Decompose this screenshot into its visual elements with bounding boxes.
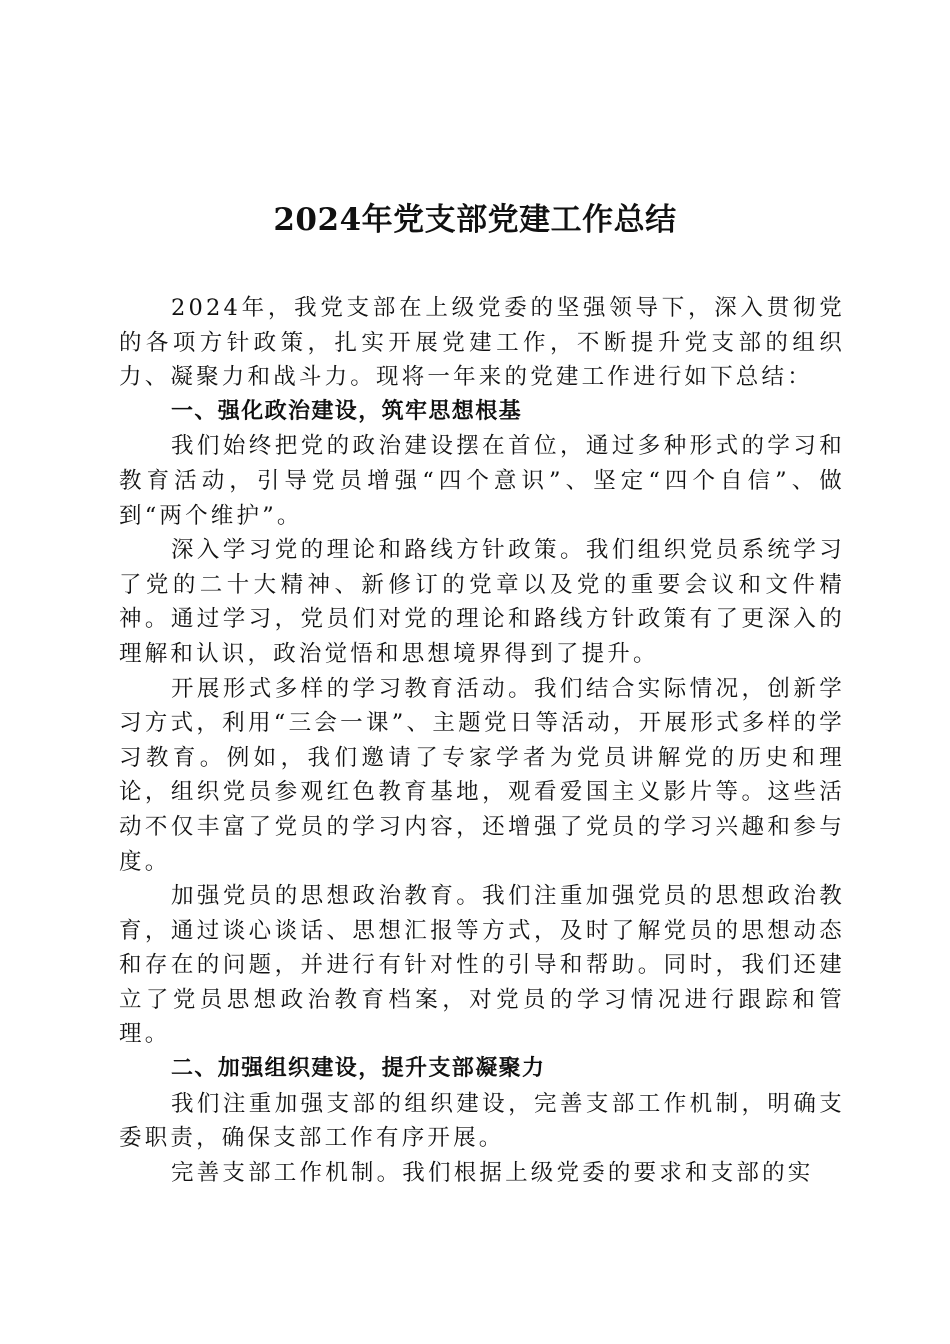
- intro-paragraph: 2024年，我党支部在上级党委的坚强领导下，深入贯彻党的各项方针政策，扎实开展党建工作，不断提升党支部的组织力、凝聚力和战斗力。现将一年来的党建工作进行如下总结：: [119, 295, 845, 391]
- document-body: [119, 291, 845, 1190]
- body-paragraph: 我们始终把党的政治建设摆在首位，通过多种形式的学习和教育活动，引导党员增强“四个意识”、坚定“四个自信”、做到“两个维护”。: [119, 433, 845, 529]
- page-title: 2024年党支部党建工作总结: [273, 202, 677, 238]
- body-paragraph: 完善支部工作机制。我们根据上级党委的要求和支部的实: [171, 1159, 814, 1186]
- section-heading-1: 一、强化政治建设，筑牢思想根基: [171, 398, 523, 424]
- body-paragraph: 加强党员的思想政治教育。我们注重加强党员的思想政治教育，通过谈心谈话、思想汇报等方式，及时了解党员的思想动态和存在的问题，并进行有针对性的引导和帮助。同时，我们还建立了党员思想政治教育档案，对党员的学习情况进行跟踪和管理。: [119, 883, 845, 1048]
- body-paragraph: 开展形式多样的学习教育活动。我们结合实际情况，创新学习方式，利用“三会一课”、主题党日等活动，开展形式多样的学习教育。例如，我们邀请了专家学者为党员讲解党的历史和理论，组织党员参观红色教育基地，观看爱国主义影片等。这些活动不仅丰富了党员的学习内容，还增强了党员的学习兴趣和参与度。: [119, 675, 845, 875]
- section-heading-2: 二、加强组织建设，提升支部凝聚力: [171, 1056, 546, 1082]
- body-paragraph: 我们注重加强支部的组织建设，完善支部工作机制，明确支委职责，确保支部工作有序开展。: [119, 1090, 845, 1152]
- body-paragraph: 深入学习党的理论和路线方针政策。我们组织党员系统学习了党的二十大精神、新修订的党章以及党的重要会议和文件精神。通过学习，党员们对党的理论和路线方针政策有了更深入的理解和认识，政治觉悟和思想境界得到了提升。: [119, 537, 845, 667]
